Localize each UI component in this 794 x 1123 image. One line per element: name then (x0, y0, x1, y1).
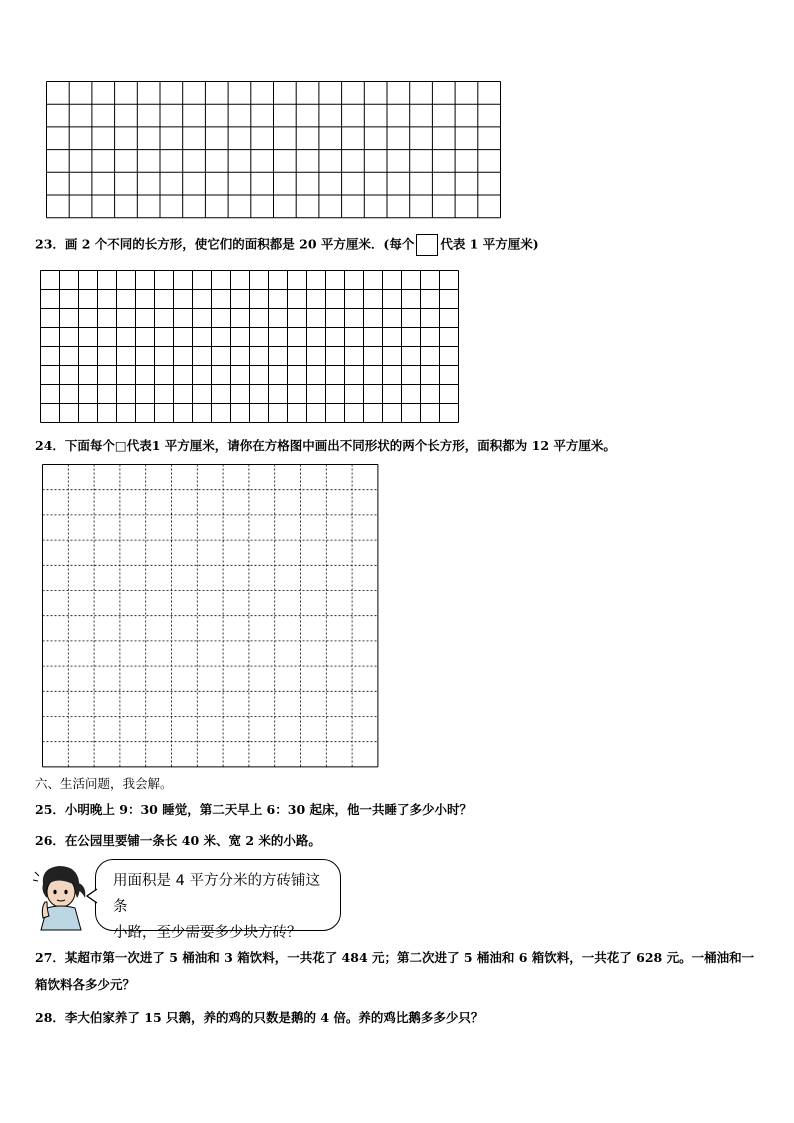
question-28-text: 李大伯家养了 15 只鹅，养的鸡的只数是鹅的 4 倍。养的鸡比鹅多多少只？ (64, 1010, 484, 1025)
question-26-text: 在公园里要铺一条长 40 米、宽 2 米的小路。 (64, 833, 321, 848)
grid-q23 (40, 270, 460, 424)
speech-bubble-text (113, 868, 333, 946)
question-27-text: 某超市第一次进了 5 桶油和 3 箱饮料，一共花了 484 元；第二次进了 5 桶油和 6 箱饮料，一共花了 628 元。一桶油和一箱饮料各多少元？ (35, 950, 755, 992)
question-28-number: 28． (35, 1010, 65, 1025)
question-26-number: 26． (35, 833, 65, 848)
question-25-text: 小明晚上 9：30 睡觉，第二天早上 6：30 起床，他一共睡了多少小时？ (64, 802, 472, 817)
speech-bubble-line-2: 小路，至少需要多少块方砖？ (113, 925, 302, 941)
question-23-text-after: 代表 1 平方厘米) (440, 236, 539, 252)
section-6-heading: 六、生活问题，我会解。 (35, 776, 173, 791)
unit-square-icon (416, 234, 438, 256)
question-26 (35, 833, 321, 849)
question-23-text-before: 画 2 个不同的长方形，使它们的面积都是 20 平方厘米．(每个 (64, 236, 415, 252)
question-23-number: 23． (35, 236, 65, 252)
question-25-number: 25． (35, 802, 65, 817)
question-25 (35, 802, 472, 818)
question-27-number: 27． (35, 950, 65, 965)
question-27 (35, 944, 760, 998)
question-24 (35, 438, 616, 454)
grid-q24-dashed (42, 464, 382, 770)
girl-thinking-illustration (33, 862, 93, 932)
question-28 (35, 1010, 483, 1026)
speech-bubble-line-1: 用面积是 4 平方分米的方砖铺这条 (113, 873, 320, 915)
grid-top (46, 81, 504, 219)
question-24-text: 下面每个□代表1 平方厘米，请你在方格图中画出不同形状的两个长方形，面积都为 12 平方厘米。 (64, 438, 616, 453)
question-23 (35, 234, 539, 256)
speech-bubble-tail (86, 888, 98, 904)
question-24-number: 24． (35, 438, 65, 453)
